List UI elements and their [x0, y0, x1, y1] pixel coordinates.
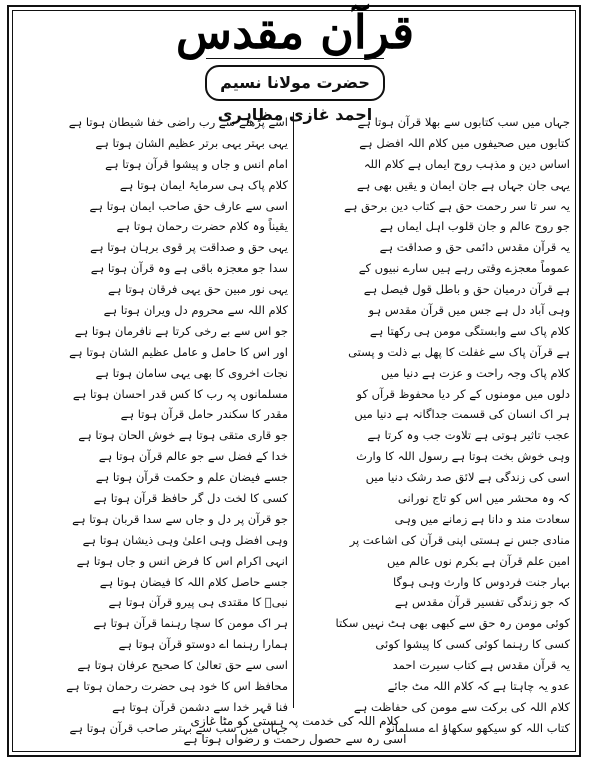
verse-line: یہ قرآن مقدس دائمی حق و صداقت ہے [379, 240, 570, 255]
verse-line: کلام پاک سے وابستگی مومن ہی رکھتا ہے [369, 323, 570, 338]
verse-line: ہے قرآن پاک سے غفلت کا پھل بے ذلت و پستی [348, 344, 570, 359]
closing-couplet [0, 712, 590, 748]
verse-line: نبیؐ کا مقتدی ہی پیرو قرآن ہوتا ہے [108, 595, 288, 610]
verse-line: جسے حاصل کلام اللہ کا فیضان ہوتا ہے [99, 574, 288, 589]
verse-line: یہی جان جہاں ہے جان ایمان و یقیں بھی ہے [356, 177, 570, 192]
closing-line-2: اسی رہ سے حصول رحمت و رضواں ہوتا ہے [183, 732, 407, 746]
verse-line: یہ سر تا سر رحمت حق ہے کتاب دین برحق ہے [343, 198, 570, 213]
verse-line: کوئی مومن رہ حق سے کبھی بھی ہٹ نہیں سکتا [335, 616, 570, 631]
verse-line: یقیناً وہ کلام حضرت رحمان ہوتا ہے [116, 219, 288, 234]
verse-line: عدو یہ چاہتا ہے کہ کلام اللہ مٹ جائے [387, 679, 570, 694]
verse-line: نجات اخروی کا بھی یہی سامان ہوتا ہے [95, 365, 288, 380]
verse-line: منادی جس نے ہستی اپنی قرآن کی اشاعت پر [349, 532, 570, 547]
verse-line: ہمارا رہنما اے دوستو قرآن ہوتا ہے [118, 637, 288, 652]
verse-line: ہے قرآن درمیان حق و باطل قول فیصل ہے [363, 282, 570, 297]
verse-line: کلام پاک ہی سرمایۂ ایمان ہوتا ہے [119, 177, 288, 192]
verse-line: انہی اکرام اس کا فرض انس و جاں ہوتا ہے [76, 553, 288, 568]
verse-line: جہاں میں سب کتابوں سے بھلا قرآن ہوتا ہے [357, 115, 570, 129]
verse-line: یہ قرآن مقدس ہے کتاب سیرت احمد [392, 658, 570, 673]
verse-line: کلام اللہ کی برکت سے مومن کی حفاظت ہے [353, 699, 570, 714]
verse-line: امام انس و جاں و پیشوا قرآن ہوتا ہے [105, 156, 288, 171]
verse-line: ہر اک مومن کا سچا رہنما قرآن ہوتا ہے [93, 616, 288, 631]
verse-line: وہی افضل وہی اعلیٰ وہی ذیشان ہوتا ہے [82, 532, 288, 547]
verse-line: خدا کے فضل سے جو عالم قرآن ہوتا ہے [98, 449, 288, 464]
verse-line: جو روح عالم و جان قلوب اہل ایماں ہے [379, 219, 570, 234]
verse-line: اسی سے حق تعالیٰ کا صحیح عرفان ہوتا ہے [77, 658, 288, 673]
verse-line: وہی آباد دل ہے جس میں قرآن مقدس ہو [368, 303, 570, 318]
verse-line: کسی کا لخت دل گر حافظ قرآن ہوتا ہے [93, 491, 288, 506]
verse-line: سعادت مند و دانا ہے زمانے میں وہی [394, 511, 570, 526]
verse-line: مقدر کا سکندر حامل قرآن ہوتا ہے [120, 407, 288, 422]
verse-line: کلام پاک وجہ راحت و عزت ہے دنیا میں [381, 365, 570, 380]
verse-line: امین علم قرآن ہے بکرم نوں عالم میں [387, 553, 570, 568]
left-verse-column [20, 112, 288, 739]
verse-line: یہی بہتر یہی برتر عظیم الشان ہوتا ہے [95, 135, 288, 150]
verse-line: سدا جو معجزہ باقی ہے وہ قرآن ہوتا ہے [90, 261, 288, 276]
verse-line: کتاب اللہ کو سیکھو سکھاؤ اے مسلمانو [385, 720, 570, 735]
poem-title: قرآن مقدس [175, 5, 415, 59]
verse-line: اساس دین و مذہب روح ایماں ہے کلام اللہ [363, 156, 570, 171]
verse-line: اسی سے عارف حق صاحب ایمان ہوتا ہے [89, 198, 288, 213]
verse-line: جہاں میں سب سے بہتر صاحب قرآن ہوتا ہے [69, 720, 288, 735]
verse-line: جو قرآن پر دل و جاں سے سدا قربان ہوتا ہے [72, 511, 288, 526]
verse-line: عموماً معجزے وقتی رہے ہیں سارے نبیوں کے [358, 261, 570, 276]
verse-line: دلوں میں مومنوں کے کر دیا محفوظ قرآں کو [356, 386, 570, 401]
verse-line: یہی حق و صداقت پر قوی برہان ہوتا ہے [90, 240, 288, 255]
verse-line: بہار جنت فردوس کا وارث وہی ہوگا [393, 574, 570, 589]
verse-line: کلام اللہ سے محروم دل ویران ہوتا ہے [103, 303, 288, 318]
verse-line: فنا قہر خدا سے دشمن قرآن ہوتا ہے [112, 699, 288, 714]
title-underline [206, 58, 384, 59]
verse-line: ہر اک انسان کی قسمت جداگانہ ہے دنیا میں [354, 407, 570, 422]
verse-line: کہ جو زندگی تفسیر قرآن مقدس ہے [394, 595, 570, 610]
verse-line: اسے پڑھنے سے رب راضی خفا شیطان ہوتا ہے [68, 115, 288, 129]
verse-line: کہ وہ محشر میں اس کو تاج نورانی [397, 491, 570, 506]
verse-line: کسی کا رہنما کوئی کسی کا پیشوا کوئی [375, 637, 570, 652]
verse-line: کتابوں میں صحیفوں میں کلام اللہ افضل ہے [359, 135, 570, 150]
verse-line: عجب تاثیر ہوتی ہے تلاوت جب وہ کرتا ہے [367, 428, 570, 443]
verse-line: اسی کی زندگی ہے لائق صد رشک دنیا میں [365, 470, 570, 485]
verse-line: اور اس کا حامل و عامل عظیم الشان ہوتا ہے [69, 344, 288, 359]
column-divider [293, 112, 294, 708]
verse-line: یہی نور مبین حق یہی فرقان ہوتا ہے [107, 282, 288, 297]
verse-line: جو اس سے بے رخی کرتا ہے نافرمان ہوتا ہے [74, 323, 288, 338]
right-verse-column [302, 112, 570, 739]
closing-line-1: کلام اللہ کی خدمت پہ ہستی کو مٹا غازی [190, 714, 400, 728]
verse-line: جو قاری متقی ہوتا ہے خوش الحان ہوتا ہے [78, 428, 288, 443]
author-name: حضرت مولانا نسیم احمد غازی مظاہری [205, 65, 385, 101]
verse-line: مسلمانوں پہ رب کا کس قدر احسان ہوتا ہے [72, 386, 288, 401]
verse-line: وہی خوش بخت ہوتا ہے رسول اللہ کا وارث [356, 449, 570, 464]
verse-line: جسے فیضان علم و حکمت قرآن ہوتا ہے [95, 470, 288, 485]
verse-line: محافظ اس کا خود ہی حضرت رحمان ہوتا ہے [66, 679, 288, 694]
